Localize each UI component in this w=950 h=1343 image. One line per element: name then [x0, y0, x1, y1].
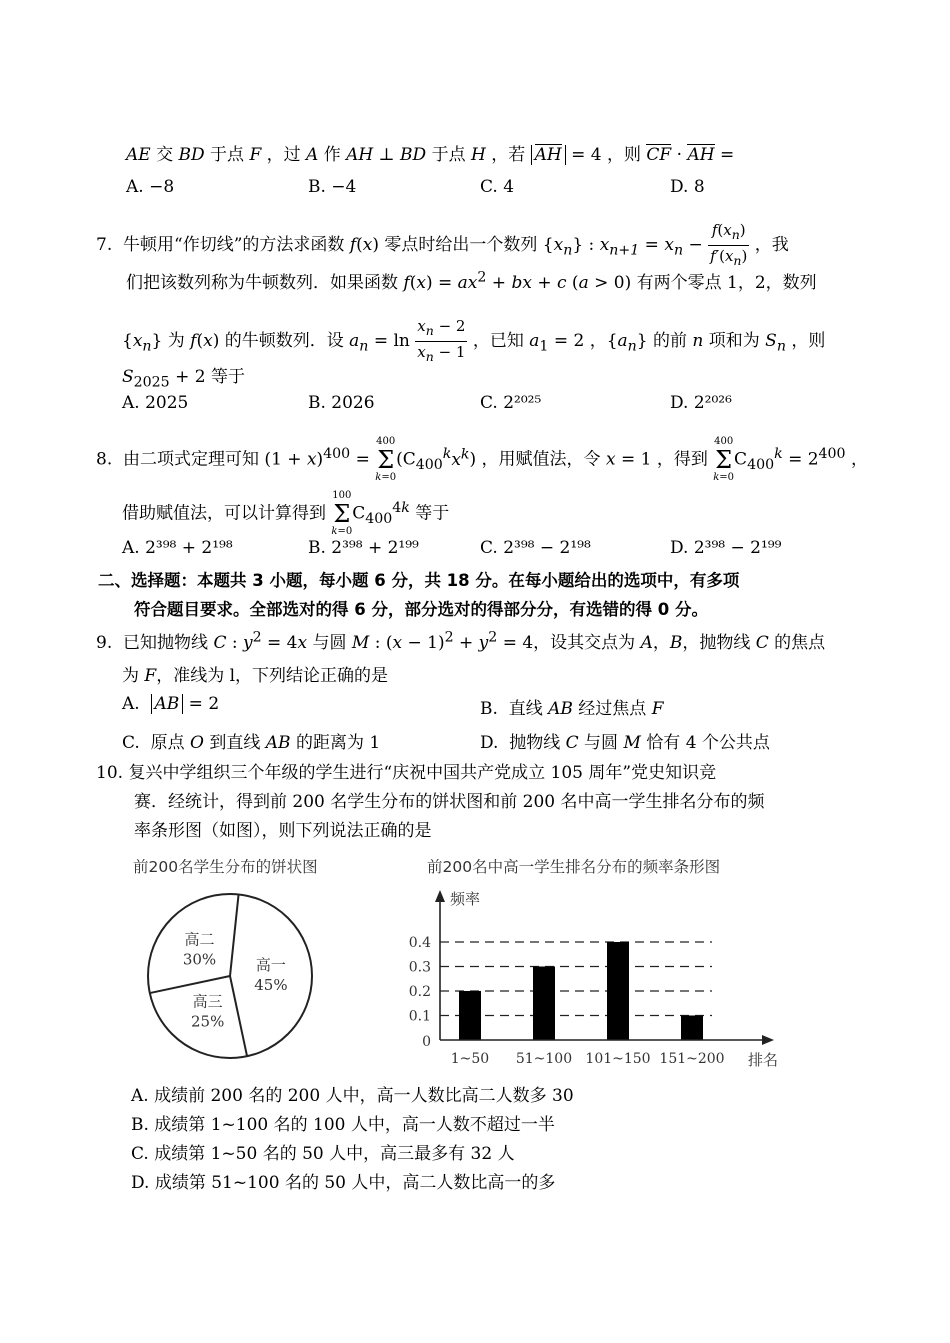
option: C. 2²⁰²⁵	[480, 393, 542, 413]
x-tick-label: 151~200	[659, 1051, 725, 1067]
x-axis-arrow	[762, 1035, 774, 1045]
q10-line1: 10. 复兴中学组织三个年级的学生进行“庆祝中国共产党成立 105 周年”党史知识竞	[96, 763, 717, 783]
pie-chart	[130, 880, 370, 1070]
y-tick-label: 0	[422, 1034, 431, 1050]
y-tick-label: 0.3	[408, 959, 431, 976]
y-axis-label: 频率	[450, 890, 481, 908]
bar	[681, 1016, 703, 1041]
pie-slice-label: 高三	[192, 992, 223, 1011]
bar-chart	[390, 880, 810, 1070]
bar	[533, 967, 555, 1041]
q6-line: AE 交 BD 于点 F ，过 A 作 AH ⊥ BD 于点 H ，若 AH = 4 ，则 CF · AH =	[126, 145, 735, 165]
y-tick-label: 0.4	[408, 935, 431, 951]
bar	[607, 942, 629, 1040]
pie-slice-value: 45%	[254, 975, 288, 994]
option: A. −8	[126, 177, 175, 197]
section2-heading-line1: 二、选择题：本题共 3 小题，每小题 6 分，共 18 分。在每小题给出的选项中，有多项	[98, 571, 740, 590]
section2-heading-line2: 符合题目要求。全部选对的得 6 分，部分选对的得部分分，有选错的得 0 分。	[134, 600, 708, 619]
option: D. 8	[670, 177, 705, 197]
q8-line1: 8. 由二项式定理可知 $(1 + x)^{400}$ = 400 Σ k=0 $(C_{400}^kx^k)$ ，用赋值法，令 x = 1 ，得到 400 Σ k=0 $C_{400}^k = 2^{400}$ ，	[96, 436, 868, 483]
option: A. 2025	[122, 393, 189, 413]
q9-option-b: B. 直线 AB 经过焦点 F	[480, 699, 664, 719]
bar-axes	[435, 890, 774, 1045]
y-axis-arrow	[435, 890, 445, 902]
bar-chart-title: 前200名中高一学生排名分布的频率条形图	[427, 858, 721, 876]
x-tick-label: 101~150	[585, 1051, 651, 1067]
q9-option-c: C. 原点 O 到直线 AB 的距离为 1	[122, 733, 381, 753]
q10-option-d: D. 成绩第 51~100 名的 50 人中，高二人数比高一的多	[131, 1173, 556, 1193]
q7-line1: 7. 牛顿用“作切线”的方法求函数 f(x) 零点时给出一个数列 $\{x_n\}$ : $x_{n+1} = x_n$ − $\frac{f(x_n)}{f'(x_n)}$ ，我	[96, 221, 789, 268]
option: D. 2²⁰²⁶	[670, 393, 732, 413]
q10-line2: 赛．经统计，得到前 200 名学生分布的饼状图和前 200 名中高一学生排名分布的频	[134, 792, 765, 812]
x-tick-label: 1~50	[450, 1051, 490, 1067]
q9-line1: 9. 已知抛物线 C : $y^2 = 4x$ 与圆 M : $(x - 1)^2 + y^2 = 4$，设其交点为 A，B，抛物线 C 的焦点	[96, 629, 826, 653]
pie-slice-label: 高二	[184, 930, 215, 949]
pie-slice-label: 高一	[255, 955, 286, 974]
q7-line2: 们把该数列称为牛顿数列．如果函数 $f(x) = ax^2$ + bx + c (a > 0) 有两个零点 1，2，数列	[126, 269, 817, 293]
x-axis-label: 排名	[748, 1051, 779, 1069]
option: D. 2³⁹⁸ − 2¹⁹⁹	[670, 538, 782, 558]
option: B. 2³⁹⁸ + 2¹⁹⁹	[308, 538, 419, 558]
q9-option-d: D. 抛物线 C 与圆 M 恰有 4 个公共点	[480, 733, 770, 753]
q10-option-b: B. 成绩第 1~100 名的 100 人中，高一人数不超过一半	[131, 1115, 555, 1135]
pie-slice-value: 25%	[190, 1012, 225, 1031]
option: C. 4	[480, 177, 515, 197]
y-tick-label: 0.1	[408, 1008, 431, 1025]
bar	[459, 991, 481, 1040]
option: B. −4	[308, 177, 357, 197]
q10-option-c: C. 成绩第 1~50 名的 50 人中，高三最多有 32 人	[131, 1144, 515, 1164]
q9-line2: 为 F，准线为 l，下列结论正确的是	[122, 666, 389, 686]
q8-line2: 借助赋值法，可以计算得到 100 Σ k=0 $C_{400}^{4k}$ 等于	[122, 490, 450, 537]
pie-slice-value: 30%	[182, 950, 217, 969]
bar-labels	[409, 890, 778, 1069]
x-tick-label: 51~100	[515, 1051, 573, 1067]
pie-chart-title: 前200名学生分布的饼状图	[133, 858, 318, 876]
option: A. 2³⁹⁸ + 2¹⁹⁸	[122, 538, 233, 558]
q10-line3: 率条形图（如图），则下列说法正确的是	[134, 821, 432, 841]
q7-line3: $\{x_n\}$ 为 f(x) 的牛顿数列．设 $a_n = \ln$ $\frac{x_n - 2}{x_n - 1}$ ，已知 $a_1 = 2$ ，$\{a_n\}$ 的前 n 项和为 $S_n$ ，则	[122, 317, 826, 364]
option: B. 2026	[308, 393, 375, 413]
q9-option-a: A. AB = 2	[122, 694, 220, 714]
y-tick-label: 0.2	[408, 984, 431, 1000]
option: C. 2³⁹⁸ − 2¹⁹⁸	[480, 538, 591, 558]
q7-line4: $S_{2025} + 2$ 等于	[122, 367, 245, 391]
q10-option-a: A. 成绩前 200 名的 200 人中，高一人数比高二人数多 30	[131, 1086, 574, 1106]
